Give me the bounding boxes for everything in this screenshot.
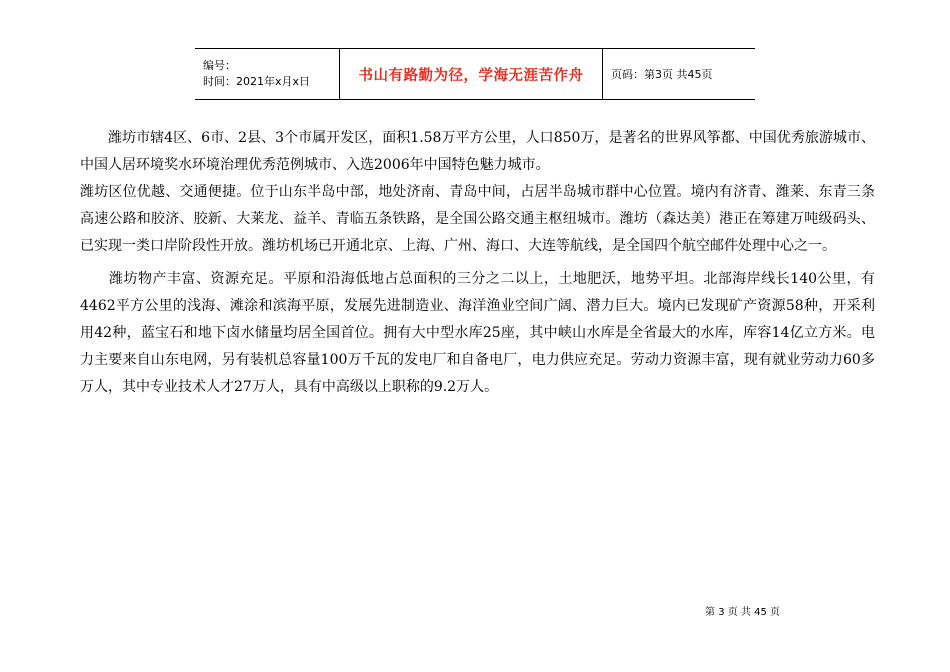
- document-number-label: 编号：: [203, 59, 236, 72]
- header-motto-cell: [340, 49, 603, 99]
- paragraph-location: 潍坊区位优越、交通便捷。位于山东半岛中部，地处济南、青岛中间，占居半岛城市群中心位置。境内有济青、潍莱、东青三条高速公路和胶济、胶新、大莱龙、益羊、青临五条铁路，是全国公路交通主枢纽城市。潍坊（森达美）港正在筹建万吨级码头、已实现一类口岸阶段性开放。潍坊机场已开通北京、上海、广州、海口、大连等航线，是全国四个航空邮件处理中心之一。: [80, 184, 875, 254]
- paragraph-overview: 潍坊市辖4区、6市、2县、3个市属开发区，面积1.58万平方公里，人口850万，是著名的世界风筝都、中国优秀旅游城市、中国人居环境奖水环境治理优秀范例城市、入选2006年中国特色魅力城市。: [80, 130, 875, 173]
- header-meta-cell: [195, 49, 340, 99]
- paragraph-resources: 潍坊物产丰富、资源充足。平原和沿海低地占总面积的三分之二以上，土地肥沃，地势平坦。北部海岸线长140公里，有4462平方公里的浅海、滩涂和滨海平原，发展先进制造业、海洋渔业空间广阔、潜力巨大。境内已发现矿产资源58种，开采利用42种，蓝宝石和地下卤水储量均居全国首位。拥有大中型水库25座，其中峡山水库是全省最大的水库，库容14亿立方米。电力主要来自山东电网，另有装机总容量100万千瓦的发电厂和自备电厂，电力供应充足。劳动力资源丰富，现有就业劳动力60多万人，其中专业技术人才27万人，具有中高级以上职称的9.2万人。: [80, 271, 875, 395]
- document-time-label: 时间：2021年x月x日: [203, 75, 311, 88]
- header-page-number: 页码：第3页 共45页: [611, 68, 713, 81]
- document-header: [195, 48, 755, 100]
- header-motto: 书山有路勤为径，学海无涯苦作舟: [358, 67, 584, 84]
- page-footer: 第 3 页 共 45 页: [705, 607, 780, 618]
- header-page-cell: [603, 49, 755, 99]
- document-body: [80, 125, 875, 401]
